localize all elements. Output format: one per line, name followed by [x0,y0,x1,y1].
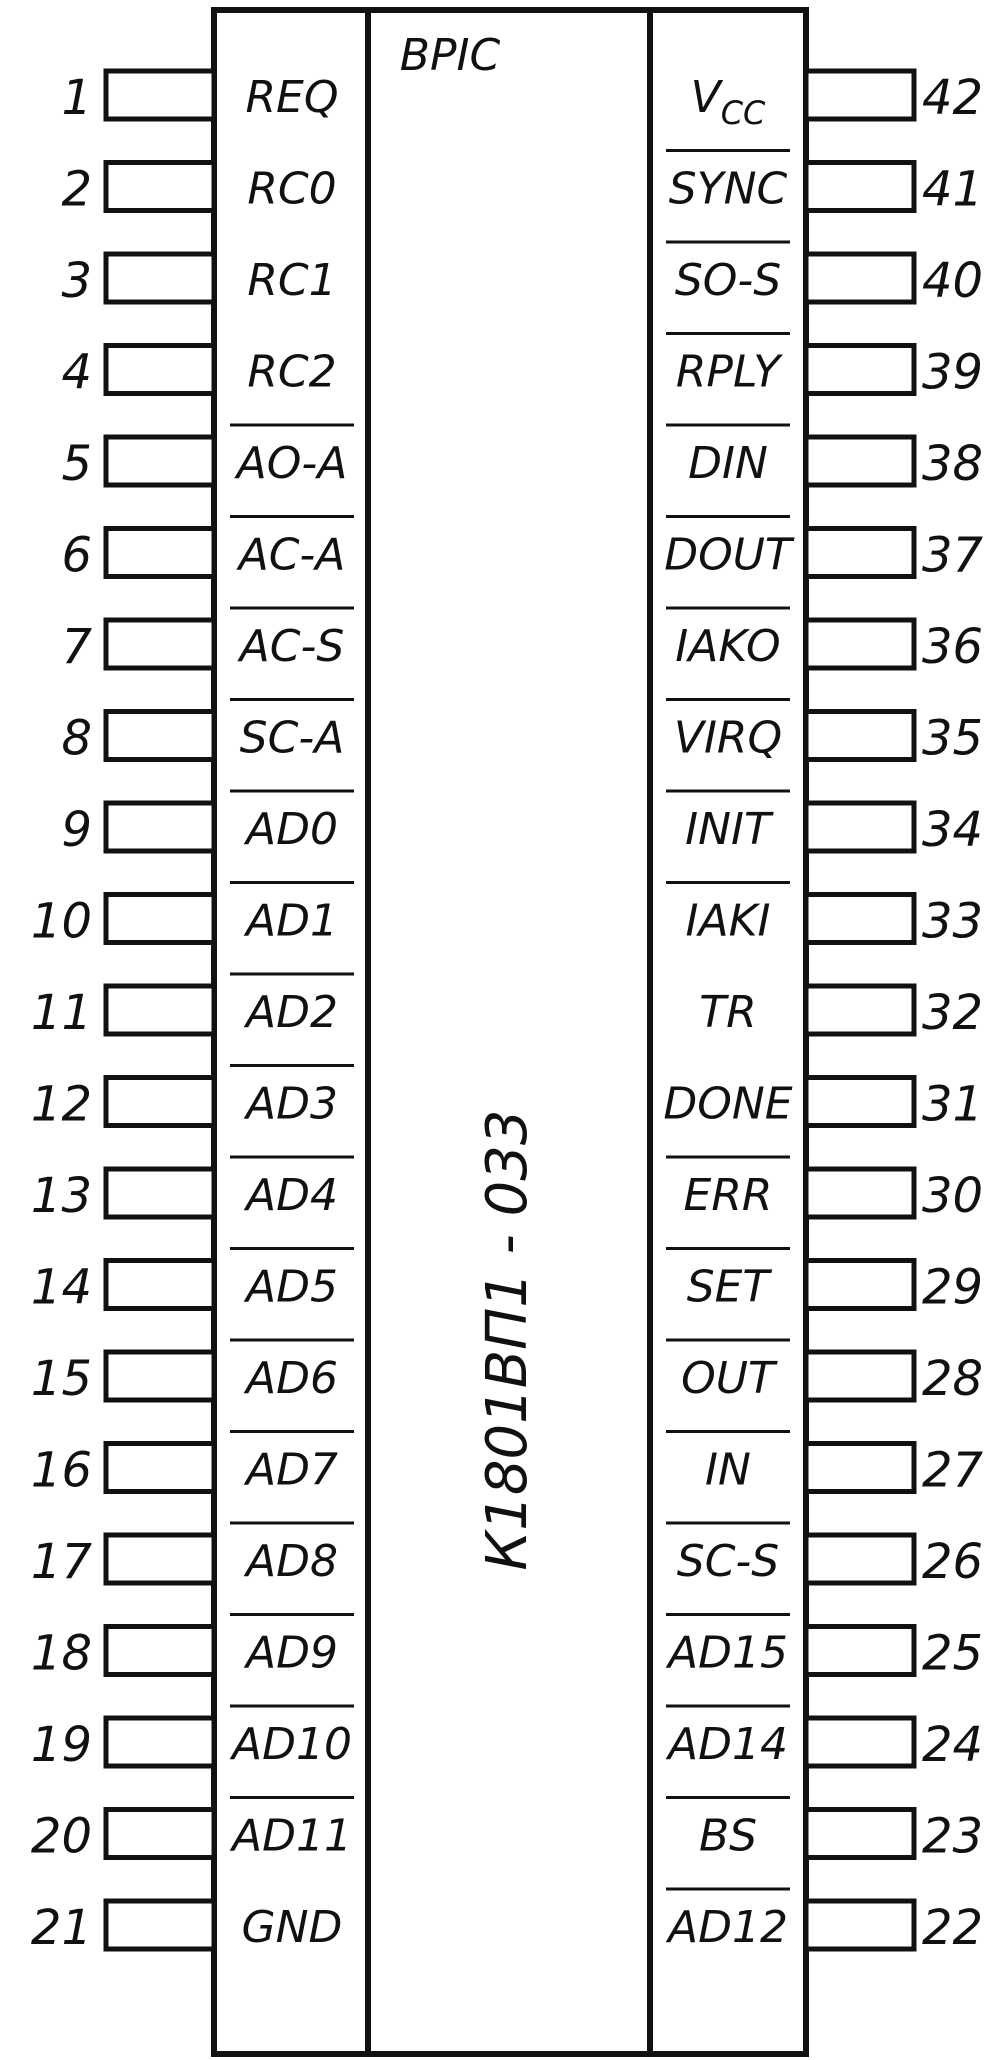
pin-number: 23 [922,1808,984,1865]
pin-31 [663,1077,983,1133]
signal-label: AD3 [246,1078,338,1130]
signal-label: AD5 [246,1261,338,1313]
pin-stub [806,254,914,302]
signal-label: AD0 [246,804,338,855]
pin-stub [106,986,214,1034]
pin-21 [31,1900,343,1956]
signal-label: RC0 [247,163,337,215]
pin-stub [806,529,914,577]
signal-label: REQ [245,72,339,123]
signal-label: DOUT [664,529,792,581]
pin-stub [106,437,214,485]
pin-11 [31,974,354,1041]
pin-37 [664,517,983,584]
signal-label: GND [241,1902,343,1953]
pin-23 [666,1798,983,1865]
signal-label: VIRQ [673,712,783,764]
pin-stub [806,1261,914,1309]
pin-7 [61,608,354,675]
signal-label: AC-A [238,529,346,581]
pin-30 [666,1157,983,1224]
pin-10 [31,883,354,950]
signal-label: IAKI [685,895,771,947]
pin-28 [666,1340,983,1407]
pin-number: 2 [61,161,92,218]
pin-stub [806,620,914,668]
pin-stub [106,1810,214,1858]
pin-number: 12 [30,1076,92,1133]
pin-1 [61,70,338,126]
pin-number: 16 [30,1442,92,1499]
signal-label: RPLY [675,346,781,398]
pin-stub [106,1535,214,1583]
pin-number: 22 [922,1900,984,1956]
signal-label: AD12 [668,1902,788,1953]
pin-14 [31,1249,354,1316]
signal-label: RC1 [247,255,337,306]
pin-stub [106,620,214,668]
right-pins [663,70,983,1956]
pin-number: 7 [61,619,92,675]
pin-8 [61,700,354,767]
pin-stub [806,1810,914,1858]
pin-number: 41 [922,161,984,218]
pin-26 [666,1523,983,1590]
pin-16 [31,1432,354,1499]
pin-number: 36 [922,619,984,675]
pin-stub [106,346,214,394]
signal-label: AD10 [232,1719,352,1770]
signal-label: AD7 [246,1444,338,1496]
pin-25 [665,1615,983,1682]
pin-stub [106,529,214,577]
signal-label: AO-A [236,438,348,489]
pin-3 [61,253,336,309]
pin-stub [806,1627,914,1675]
pin-stub [806,712,914,760]
pin-5 [61,425,354,492]
signal-label: SC-A [239,712,345,764]
pin-number: 21 [30,1900,92,1956]
pin-number: 3 [61,253,92,309]
pin-number: 30 [922,1168,984,1224]
pin-number: 19 [30,1717,92,1773]
pin-20 [31,1798,354,1865]
signal-label: SC-S [676,1536,780,1587]
pin-number: 20 [30,1808,92,1865]
pin-stub [806,1718,914,1766]
pin-34 [666,791,983,858]
pin-33 [666,883,983,950]
signal-label: $V_{CC}$ [690,72,766,132]
pin-stub [806,1444,914,1492]
pin-number: 40 [922,253,984,309]
part-number: К1801ВП1 - 033 [475,1109,540,1571]
pin-stub [806,1352,914,1400]
pin-number: 37 [922,527,984,584]
signal-label: AD15 [668,1627,788,1679]
pin-number: 35 [922,710,984,767]
pin-22 [665,1889,983,1956]
pin-stub [806,163,914,211]
pin-stub [106,1261,214,1309]
pin-35 [666,700,983,767]
pin-number: 27 [922,1442,984,1499]
pin-number: 34 [922,802,984,858]
pin-number: 33 [922,893,984,950]
pin-2 [61,162,336,218]
signal-label: AD8 [246,1536,338,1587]
pin-stub [106,1718,214,1766]
chip-name: BPIC [399,30,501,81]
pin-number: 31 [922,1076,984,1133]
pin-stub [106,712,214,760]
signal-label: ERR [683,1170,773,1221]
pin-stub [806,71,914,119]
pin-number: 26 [922,1534,984,1590]
pin-stub [106,1169,214,1217]
pin-stub [106,254,214,302]
pin-stub [806,895,914,943]
pin-stub [106,803,214,851]
pin-6 [61,517,354,584]
pin-stub [106,895,214,943]
pin-40 [666,242,983,309]
signal-label: AD9 [246,1627,338,1679]
pin-stub [806,986,914,1034]
pin-stub [806,1901,914,1949]
pin-stub [106,1901,214,1949]
pin-39 [666,334,983,401]
signal-label: BS [698,1810,758,1862]
pin-19 [31,1706,354,1773]
pin-15 [31,1340,354,1407]
pin-stub [806,437,914,485]
pin-number: 24 [922,1717,984,1773]
pin-number: 38 [922,436,984,492]
pin-number: 42 [922,70,984,126]
pin-number: 29 [922,1259,984,1316]
pin-stub [106,163,214,211]
pin-9 [61,791,354,858]
pin-36 [666,608,983,675]
pin-number: 1 [61,70,92,126]
pin-38 [666,425,983,492]
signal-label: AD1 [246,895,338,947]
signal-label: OUT [681,1353,775,1404]
signal-label: AD6 [246,1353,338,1404]
signal-label: SO-S [674,255,782,306]
signal-label: IN [705,1444,751,1496]
signal-label: AD11 [232,1810,352,1862]
signal-label: RC2 [247,346,337,398]
pin-4 [61,345,336,401]
pin-27 [666,1432,984,1499]
signal-label: AD14 [668,1719,788,1770]
signal-label: SET [686,1261,770,1313]
signal-label: TR [699,987,757,1038]
pin-number: 28 [922,1351,984,1407]
signal-label: IAKO [675,621,781,672]
pin-stub [106,1078,214,1126]
pin-number: 10 [30,893,92,950]
pin-stub [106,1444,214,1492]
pin-41 [666,151,983,218]
pin-stub [806,803,914,851]
pin-number: 18 [30,1625,92,1682]
pin-18 [31,1615,354,1682]
signal-label: DONE [663,1078,793,1130]
pin-number: 15 [30,1351,92,1407]
pin-stub [806,1535,914,1583]
pin-stub [106,1352,214,1400]
pin-number: 17 [30,1534,92,1590]
pin-number: 11 [30,985,92,1041]
left-pins [31,70,354,1956]
signal-label: AD2 [246,987,338,1038]
pin-number: 4 [61,344,92,401]
pin-stub [806,1169,914,1217]
pin-stub [806,346,914,394]
pin-number: 39 [922,344,984,401]
pin-stub [806,1078,914,1126]
pin-stub [106,71,214,119]
signal-label: AD4 [246,1170,338,1221]
pin-number: 13 [30,1168,92,1224]
pin-29 [666,1249,983,1316]
signal-label: DIN [688,438,768,489]
signal-label: SYNC [668,163,788,215]
pin-number: 9 [61,802,92,858]
pin-stub [106,1627,214,1675]
pin-13 [31,1157,354,1224]
pin-number: 6 [61,527,92,584]
pin-number: 25 [922,1625,984,1682]
pin-number: 14 [30,1259,92,1316]
pin-42 [691,70,983,132]
pin-24 [665,1706,983,1773]
pin-number: 32 [922,985,984,1041]
signal-label: AC-S [239,621,345,672]
pin-32 [699,985,983,1041]
signal-label: INIT [685,804,771,855]
pin-12 [31,1066,354,1133]
pin-17 [31,1523,354,1590]
pin-number: 5 [61,436,92,492]
pin-number: 8 [61,710,92,767]
